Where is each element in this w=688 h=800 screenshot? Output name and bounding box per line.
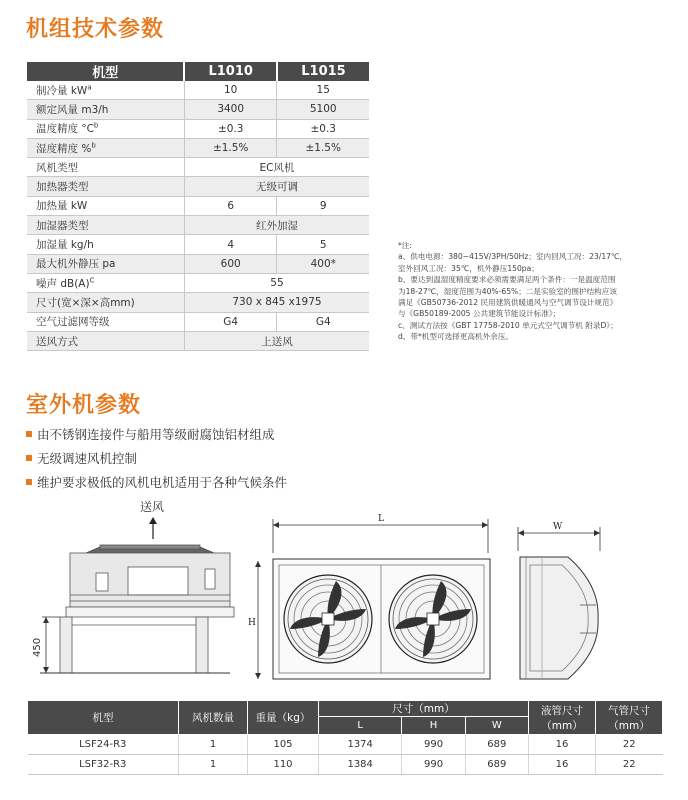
header-L: L [319,717,402,735]
spec-row [27,119,369,138]
table-cell: 16 [529,735,596,755]
table-cell: 110 [248,755,319,775]
spec-row-value: 10 [184,81,277,100]
note-line: 满足《GB50736-2012 民用建筑供暖通风与空气调节设计规范》 [398,298,618,308]
feature-bullet: 维护要求极低的风机电机适用于各种气候条件 [26,473,287,491]
table-cell: 22 [596,735,663,755]
spec-row-value: G4 [277,312,369,331]
spec-row-label: 制冷量 $kW^a$ [27,81,184,100]
spec-row-label: 湿度精度 %$^b$ [27,138,184,157]
spec-row-label: 尺寸(宽×深×高mm) [27,293,184,312]
note-line: c、测试方法按《GBT 17758-2010 单元式空气调节机 附录D》； [398,320,618,330]
airflow-label: 送风 [140,500,165,514]
header-H: H [402,717,465,735]
spec-row [27,235,369,254]
front-view-drawing [248,514,490,679]
spec-row-value: 3400 [184,100,277,119]
table-cell: 22 [596,755,663,775]
spec-row [27,196,369,215]
table-cell: 1374 [319,735,402,755]
spec-row [27,331,369,350]
dim-W-label: W [553,522,563,532]
spec-row-value: 红外加湿 [184,216,369,235]
spec-row-value: G4 [184,312,277,331]
height-450-label: 450 [32,637,43,657]
header-size: 尺寸（mm） [319,701,529,717]
spec-row [27,138,369,157]
table-cell: 1384 [319,755,402,775]
table-cell: 105 [248,735,319,755]
spec-header-model: 机型 [27,62,184,81]
spec-row-label: 空气过滤网等级 [27,312,184,331]
feature-bullet: 无级调速风机控制 [26,449,137,467]
table-cell: 1 [179,755,248,775]
spec-row-value: 600 [184,254,277,273]
header-liquid-pipe: 液管尺寸（mm） [529,701,596,735]
bullet-square-icon [26,479,32,485]
spec-row [27,312,369,331]
side-profile-drawing [518,522,600,679]
table-cell: 689 [465,735,528,755]
spec-row [27,158,369,177]
feature-bullet: 由不锈钢连接件与船用等级耐腐蚀铝材组成 [26,425,275,443]
note-line: a、供电电源：380~415V/3PH/50Hz；室内回风工况：23/17℃， [398,252,628,262]
spec-row-value: 5 [277,235,369,254]
spec-header-l1015: L1015 [277,62,369,81]
side-view-drawing [32,500,234,673]
spec-row-value: ±0.3 [184,119,277,138]
fan-icon [284,575,372,663]
spec-row-value: ±1.5% [184,138,277,157]
spec-row-label: 额定风量 m3/h [27,100,184,119]
spec-row-value: 无级可调 [184,177,369,196]
header-fan-count: 风机数量 [179,701,248,735]
dim-H-label: H [248,618,256,628]
note-line: *注: [398,241,412,250]
spec-row-value: 730 x 845 x1975 [184,293,369,312]
bullet-square-icon [26,431,32,437]
bullet-square-icon [26,455,32,461]
spec-row-value: 5100 [277,100,369,119]
spec-notes [398,240,668,343]
spec-row-value: ±0.3 [277,119,369,138]
spec-row-value: ±1.5% [277,138,369,157]
spec-row [27,273,369,292]
table-row [28,755,663,775]
table-cell: 16 [529,755,596,775]
spec-row [27,254,369,273]
table-row [28,735,663,755]
spec-row-label: 风机类型 [27,158,184,177]
header-model: 机型 [28,701,179,735]
note-line: 与《GB50189-2005 公共建筑节能设计标准》； [398,309,561,319]
spec-row [27,216,369,235]
spec-row [27,81,369,100]
spec-row-value: 4 [184,235,277,254]
spec-row [27,293,369,312]
spec-row-label: 加热器类型 [27,177,184,196]
spec-row [27,100,369,119]
fan-icon [389,575,477,663]
spec-row-label: 温度精度 $^\circ C^b$ [27,119,184,138]
spec-row-value: 6 [184,196,277,215]
table-cell: 1 [179,735,248,755]
outdoor-unit-table [27,700,663,775]
note-line: d、带*机型可选择更高机外余压。 [398,332,513,342]
dim-L-label: L [378,514,384,524]
note-line: b、要达到温湿度精度要求必须需要满足两个条件：一是温度范围 [398,275,616,285]
outdoor-header-row [28,701,663,717]
spec-row-value: 9 [277,196,369,215]
table-cell: 990 [402,735,465,755]
spec-row-label: 送风方式 [27,331,184,350]
section-title-unit-specs: 机组技术参数 [26,17,165,42]
header-weight: 重量（kg） [248,701,319,735]
spec-header-row [27,62,369,81]
spec-row-value: EC风机 [184,158,369,177]
spec-header-l1010: L1010 [184,62,277,81]
table-cell: 689 [465,755,528,775]
table-cell: LSF32-R3 [28,755,179,775]
spec-row-label: 加湿器类型 [27,216,184,235]
spec-row-label: 加湿量 kg/h [27,235,184,254]
spec-row-value: 55 [184,273,369,292]
outdoor-unit-drawings [0,495,688,695]
header-gas-pipe: 气管尺寸（mm） [596,701,663,735]
unit-spec-table [27,62,369,351]
note-line: 为18-27℃，湿度范围为40%-65%；二是实验室的围护结构应该 [398,286,617,296]
spec-row-label: 最大机外静压 pa [27,254,184,273]
table-cell: 990 [402,755,465,775]
table-cell: LSF24-R3 [28,735,179,755]
spec-row-value: 400* [277,254,369,273]
spec-row [27,177,369,196]
note-line: 室外回风工况：35℃，机外静压150pa； [398,263,539,273]
spec-row-value: 15 [277,81,369,100]
spec-row-label: 噪声 $dB(A)^C$ [27,273,184,292]
spec-row-label: 加热量 kW [27,196,184,215]
header-W: W [465,717,528,735]
section-title-outdoor-unit: 室外机参数 [26,393,142,418]
spec-row-value: 上送风 [184,331,369,350]
